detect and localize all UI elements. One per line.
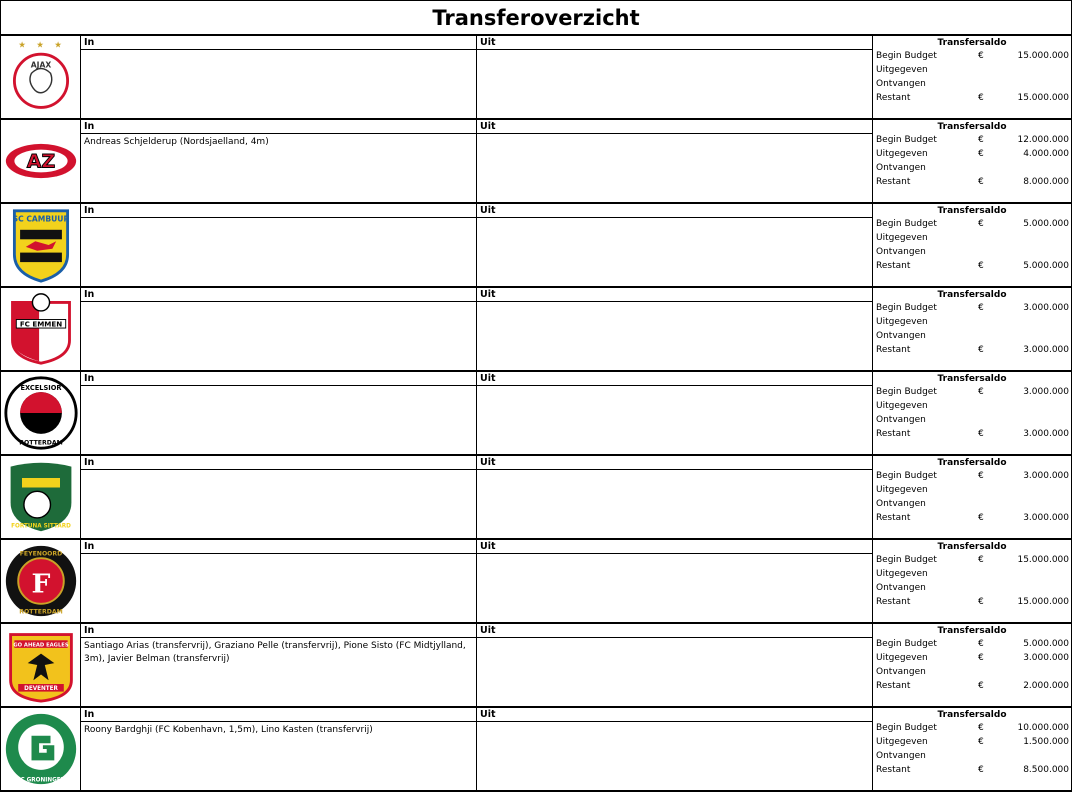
uit-header: Uit bbox=[477, 36, 872, 50]
svg-text:AZ: AZ bbox=[26, 150, 55, 173]
uitgegeven-row bbox=[873, 399, 1071, 413]
uit-header: Uit bbox=[477, 708, 872, 722]
restant-label: Restant bbox=[876, 681, 911, 691]
az-logo bbox=[3, 123, 79, 199]
begin-budget-row bbox=[873, 385, 1071, 399]
feyenoord-logo bbox=[3, 543, 79, 619]
uit-cell[interactable] bbox=[477, 708, 873, 790]
begin-budget-row bbox=[873, 301, 1071, 315]
transfersaldo-block[interactable] bbox=[873, 36, 1071, 118]
transfersaldo-block[interactable] bbox=[873, 456, 1071, 538]
begin-amount: 5.000.000 bbox=[1023, 219, 1069, 229]
begin-budget-row bbox=[873, 49, 1071, 63]
begin-label: Begin Budget bbox=[876, 51, 937, 61]
begin-currency: € bbox=[978, 555, 984, 565]
begin-budget-row bbox=[873, 469, 1071, 483]
restant-label: Restant bbox=[876, 513, 911, 523]
transfersaldo-block[interactable] bbox=[873, 204, 1071, 286]
uit-value bbox=[477, 554, 872, 556]
ontvangen-label: Ontvangen bbox=[876, 415, 926, 425]
begin-currency: € bbox=[978, 303, 984, 313]
transfersaldo-block[interactable] bbox=[873, 120, 1071, 202]
uitgegeven-row bbox=[873, 147, 1071, 161]
uitgegeven-row bbox=[873, 315, 1071, 329]
restant-currency: € bbox=[978, 345, 984, 355]
restant-label: Restant bbox=[876, 597, 911, 607]
begin-currency: € bbox=[978, 219, 984, 229]
uitgegeven-amount: 1.500.000 bbox=[1023, 737, 1069, 747]
transfersaldo-block[interactable] bbox=[873, 540, 1071, 622]
uit-header: Uit bbox=[477, 372, 872, 386]
in-header: In bbox=[81, 456, 476, 470]
in-header: In bbox=[81, 120, 476, 134]
uitgegeven-row bbox=[873, 231, 1071, 245]
restant-label: Restant bbox=[876, 177, 911, 187]
begin-budget-row bbox=[873, 217, 1071, 231]
uit-header: Uit bbox=[477, 456, 872, 470]
uit-header: Uit bbox=[477, 288, 872, 302]
restant-amount: 3.000.000 bbox=[1023, 429, 1069, 439]
restant-currency: € bbox=[978, 681, 984, 691]
begin-budget-row bbox=[873, 553, 1071, 567]
club-row-az bbox=[0, 120, 1072, 204]
ontvangen-label: Ontvangen bbox=[876, 163, 926, 173]
ontvangen-label: Ontvangen bbox=[876, 247, 926, 257]
begin-currency: € bbox=[978, 639, 984, 649]
in-value bbox=[81, 302, 476, 304]
uitgegeven-label: Uitgegeven bbox=[876, 233, 928, 243]
uit-cell[interactable] bbox=[477, 204, 873, 286]
uitgegeven-amount: 4.000.000 bbox=[1023, 149, 1069, 159]
restant-amount: 8.000.000 bbox=[1023, 177, 1069, 187]
saldo-title: Transfersaldo bbox=[937, 374, 1007, 384]
uitgegeven-row bbox=[873, 483, 1071, 497]
restant-row bbox=[873, 595, 1071, 609]
begin-amount: 15.000.000 bbox=[1017, 51, 1069, 61]
in-value bbox=[81, 470, 476, 472]
restant-currency: € bbox=[978, 765, 984, 775]
club-row-ajax bbox=[0, 36, 1072, 120]
uit-cell[interactable] bbox=[477, 120, 873, 202]
logo-cell[interactable] bbox=[1, 708, 81, 790]
uitgegeven-label: Uitgegeven bbox=[876, 149, 928, 159]
restant-amount: 15.000.000 bbox=[1017, 93, 1069, 103]
excelsior-logo bbox=[3, 375, 79, 451]
ontvangen-label: Ontvangen bbox=[876, 751, 926, 761]
restant-currency: € bbox=[978, 261, 984, 271]
club-row-fortuna bbox=[0, 456, 1072, 540]
goahead-logo bbox=[3, 627, 79, 703]
uit-value bbox=[477, 638, 872, 640]
restant-row bbox=[873, 91, 1071, 105]
restant-row bbox=[873, 175, 1071, 189]
begin-amount: 12.000.000 bbox=[1017, 135, 1069, 145]
in-value: Andreas Schjelderup (Nordsjaelland, 4m) bbox=[84, 137, 269, 147]
in-cell[interactable] bbox=[81, 36, 477, 118]
begin-amount: 3.000.000 bbox=[1023, 303, 1069, 313]
ontvangen-label: Ontvangen bbox=[876, 583, 926, 593]
uitgegeven-label: Uitgegeven bbox=[876, 65, 928, 75]
restant-label: Restant bbox=[876, 261, 911, 271]
club-row-emmen bbox=[0, 288, 1072, 372]
logo-cell[interactable] bbox=[1, 540, 81, 622]
begin-label: Begin Budget bbox=[876, 723, 937, 733]
ontvangen-row bbox=[873, 161, 1071, 175]
saldo-title: Transfersaldo bbox=[937, 710, 1007, 720]
uit-header: Uit bbox=[477, 120, 872, 134]
groningen-logo bbox=[3, 711, 79, 787]
ontvangen-label: Ontvangen bbox=[876, 331, 926, 341]
club-row-goahead bbox=[0, 624, 1072, 708]
restant-row bbox=[873, 679, 1071, 693]
uit-cell[interactable] bbox=[477, 624, 873, 706]
cambuur-logo bbox=[3, 207, 79, 283]
ajax-logo bbox=[3, 39, 79, 115]
in-cell[interactable] bbox=[81, 120, 477, 202]
uitgegeven-row bbox=[873, 651, 1071, 665]
transfersaldo-block[interactable] bbox=[873, 624, 1071, 706]
uit-cell[interactable] bbox=[477, 372, 873, 454]
transfersaldo-block[interactable] bbox=[873, 372, 1071, 454]
in-value bbox=[81, 554, 476, 556]
restant-row bbox=[873, 511, 1071, 525]
in-cell[interactable] bbox=[81, 624, 477, 706]
page-title: Transferoverzicht bbox=[432, 5, 640, 30]
uitgegeven-label: Uitgegeven bbox=[876, 317, 928, 327]
club-row-excelsior bbox=[0, 372, 1072, 456]
ontvangen-label: Ontvangen bbox=[876, 667, 926, 677]
restant-label: Restant bbox=[876, 93, 911, 103]
restant-row bbox=[873, 763, 1071, 777]
begin-budget-row bbox=[873, 637, 1071, 651]
svg-text:GO AHEAD EAGLES: GO AHEAD EAGLES bbox=[12, 642, 69, 649]
logo-cell[interactable] bbox=[1, 456, 81, 538]
in-value: Santiago Arias (transfervrij), Graziano Pelle (transfervrij), Pione Sisto (FC Midtjylland, 3m), Javier Belman (transfervrij) bbox=[84, 641, 466, 664]
restant-currency: € bbox=[978, 597, 984, 607]
restant-row bbox=[873, 343, 1071, 357]
uit-cell[interactable] bbox=[477, 36, 873, 118]
in-cell[interactable] bbox=[81, 372, 477, 454]
svg-text:FC GRONINGEN: FC GRONINGEN bbox=[16, 777, 65, 784]
in-header: In bbox=[81, 540, 476, 554]
uit-value bbox=[477, 470, 872, 472]
ontvangen-row bbox=[873, 413, 1071, 427]
uit-header: Uit bbox=[477, 204, 872, 218]
ontvangen-label: Ontvangen bbox=[876, 499, 926, 509]
saldo-title: Transfersaldo bbox=[937, 290, 1007, 300]
ontvangen-row bbox=[873, 581, 1071, 595]
svg-text:★: ★ bbox=[35, 40, 44, 51]
restant-currency: € bbox=[978, 429, 984, 439]
svg-text:EXCELSIOR: EXCELSIOR bbox=[19, 384, 62, 393]
uit-value bbox=[477, 50, 872, 52]
restant-row bbox=[873, 427, 1071, 441]
begin-amount: 3.000.000 bbox=[1023, 471, 1069, 481]
ontvangen-row bbox=[873, 245, 1071, 259]
in-header: In bbox=[81, 36, 476, 50]
uitgegeven-label: Uitgegeven bbox=[876, 569, 928, 579]
restant-amount: 15.000.000 bbox=[1017, 597, 1069, 607]
ontvangen-row bbox=[873, 497, 1071, 511]
in-header: In bbox=[81, 624, 476, 638]
in-header: In bbox=[81, 372, 476, 386]
in-value: Roony Bardghji (FC Kobenhavn, 1,5m), Lino Kasten (transfervrij) bbox=[84, 725, 373, 735]
transfersaldo-block[interactable] bbox=[873, 708, 1071, 790]
restant-currency: € bbox=[978, 93, 984, 103]
begin-budget-row bbox=[873, 721, 1071, 735]
begin-currency: € bbox=[978, 723, 984, 733]
svg-text:FC EMMEN: FC EMMEN bbox=[19, 319, 62, 329]
begin-label: Begin Budget bbox=[876, 471, 937, 481]
uitgegeven-label: Uitgegeven bbox=[876, 653, 928, 663]
uit-value bbox=[477, 302, 872, 304]
transfersaldo-block[interactable] bbox=[873, 288, 1071, 370]
uitgegeven-row bbox=[873, 63, 1071, 77]
saldo-title: Transfersaldo bbox=[937, 626, 1007, 636]
uit-value bbox=[477, 722, 872, 724]
logo-cell[interactable] bbox=[1, 204, 81, 286]
ontvangen-row bbox=[873, 329, 1071, 343]
uit-value bbox=[477, 134, 872, 136]
restant-row bbox=[873, 259, 1071, 273]
in-header: In bbox=[81, 708, 476, 722]
svg-text:F: F bbox=[31, 568, 50, 600]
fortuna-logo bbox=[3, 459, 79, 535]
uit-header: Uit bbox=[477, 540, 872, 554]
begin-label: Begin Budget bbox=[876, 387, 937, 397]
begin-currency: € bbox=[978, 51, 984, 61]
restant-amount: 8.500.000 bbox=[1023, 765, 1069, 775]
svg-text:ROTTERDAM: ROTTERDAM bbox=[18, 608, 63, 616]
begin-currency: € bbox=[978, 135, 984, 145]
uitgegeven-row bbox=[873, 735, 1071, 749]
logo-cell[interactable] bbox=[1, 120, 81, 202]
begin-amount: 10.000.000 bbox=[1017, 723, 1069, 733]
ontvangen-label: Ontvangen bbox=[876, 79, 926, 89]
club-row-cambuur bbox=[0, 204, 1072, 288]
ontvangen-row bbox=[873, 749, 1071, 763]
in-header: In bbox=[81, 288, 476, 302]
svg-text:SC CAMBUUR: SC CAMBUUR bbox=[12, 214, 69, 224]
ontvangen-row bbox=[873, 77, 1071, 91]
ajax-text: AJAX bbox=[30, 60, 51, 70]
svg-text:FORTUNA SITTARD: FORTUNA SITTARD bbox=[10, 523, 71, 530]
svg-text:DEVENTER: DEVENTER bbox=[23, 686, 58, 693]
uit-value bbox=[477, 218, 872, 220]
begin-label: Begin Budget bbox=[876, 639, 937, 649]
begin-currency: € bbox=[978, 387, 984, 397]
restant-currency: € bbox=[978, 513, 984, 523]
uitgegeven-currency: € bbox=[978, 653, 984, 663]
svg-text:FEYENOORD: FEYENOORD bbox=[19, 550, 62, 558]
begin-label: Begin Budget bbox=[876, 219, 937, 229]
title-cell[interactable] bbox=[0, 0, 1072, 36]
uitgegeven-currency: € bbox=[978, 737, 984, 747]
uit-header: Uit bbox=[477, 624, 872, 638]
logo-cell[interactable] bbox=[1, 372, 81, 454]
restant-label: Restant bbox=[876, 429, 911, 439]
restant-label: Restant bbox=[876, 345, 911, 355]
in-cell[interactable] bbox=[81, 288, 477, 370]
in-cell[interactable] bbox=[81, 456, 477, 538]
begin-label: Begin Budget bbox=[876, 555, 937, 565]
club-row-groningen bbox=[0, 708, 1072, 792]
begin-budget-row bbox=[873, 133, 1071, 147]
in-value bbox=[81, 50, 476, 52]
begin-label: Begin Budget bbox=[876, 303, 937, 313]
in-cell[interactable] bbox=[81, 708, 477, 790]
uitgegeven-label: Uitgegeven bbox=[876, 485, 928, 495]
restant-amount: 2.000.000 bbox=[1023, 681, 1069, 691]
begin-amount: 5.000.000 bbox=[1023, 639, 1069, 649]
restant-amount: 5.000.000 bbox=[1023, 261, 1069, 271]
in-header: In bbox=[81, 204, 476, 218]
uit-cell[interactable] bbox=[477, 540, 873, 622]
uit-cell[interactable] bbox=[477, 288, 873, 370]
saldo-title: Transfersaldo bbox=[937, 542, 1007, 552]
uitgegeven-label: Uitgegeven bbox=[876, 401, 928, 411]
begin-currency: € bbox=[978, 471, 984, 481]
saldo-title: Transfersaldo bbox=[937, 206, 1007, 216]
logo-cell[interactable] bbox=[1, 624, 81, 706]
logo-cell[interactable] bbox=[1, 36, 81, 118]
uitgegeven-amount: 3.000.000 bbox=[1023, 653, 1069, 663]
restant-label: Restant bbox=[876, 765, 911, 775]
uitgegeven-row bbox=[873, 567, 1071, 581]
restant-amount: 3.000.000 bbox=[1023, 345, 1069, 355]
svg-text:ROTTERDAM: ROTTERDAM bbox=[18, 439, 63, 447]
begin-amount: 15.000.000 bbox=[1017, 555, 1069, 565]
restant-amount: 3.000.000 bbox=[1023, 513, 1069, 523]
restant-currency: € bbox=[978, 177, 984, 187]
in-value bbox=[81, 386, 476, 388]
logo-cell[interactable] bbox=[1, 288, 81, 370]
uit-value bbox=[477, 386, 872, 388]
begin-label: Begin Budget bbox=[876, 135, 937, 145]
in-cell[interactable] bbox=[81, 204, 477, 286]
saldo-title: Transfersaldo bbox=[937, 38, 1007, 48]
club-row-feyenoord bbox=[0, 540, 1072, 624]
saldo-title: Transfersaldo bbox=[937, 458, 1007, 468]
ontvangen-row bbox=[873, 665, 1071, 679]
emmen-logo bbox=[3, 291, 79, 367]
svg-text:★: ★ bbox=[17, 40, 26, 51]
in-value bbox=[81, 218, 476, 220]
uit-cell[interactable] bbox=[477, 456, 873, 538]
saldo-title: Transfersaldo bbox=[937, 122, 1007, 132]
svg-text:★: ★ bbox=[53, 40, 62, 51]
begin-amount: 3.000.000 bbox=[1023, 387, 1069, 397]
uitgegeven-label: Uitgegeven bbox=[876, 737, 928, 747]
uitgegeven-currency: € bbox=[978, 149, 984, 159]
in-cell[interactable] bbox=[81, 540, 477, 622]
